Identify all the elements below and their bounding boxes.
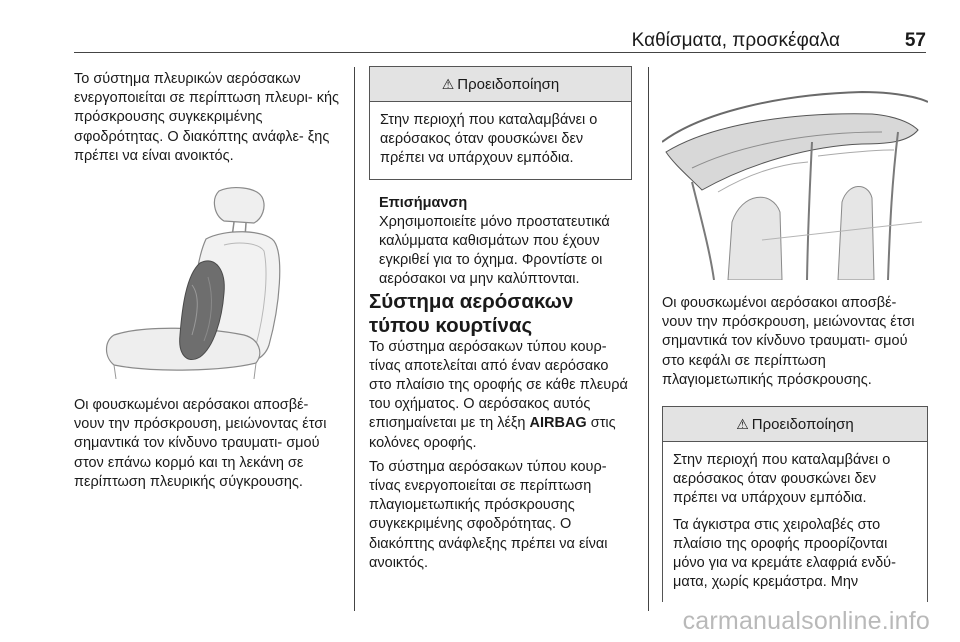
warning-triangle-icon: ⚠ <box>736 416 749 433</box>
note-block <box>369 194 632 290</box>
page-number: 57 <box>904 30 926 51</box>
header-divider <box>74 52 926 53</box>
page-header <box>74 0 926 50</box>
warning-header-2 <box>663 407 927 442</box>
warning-body-2 <box>663 442 927 602</box>
warning-box <box>369 66 632 180</box>
column-divider-1 <box>354 67 355 611</box>
curtain-airbag-intro <box>369 338 632 453</box>
warning-text: Στην περιοχή που καταλαμβάνει ο αερόσακος όταν φουσκώνει δεν πρέπει να υπάρχουν εμπόδια. <box>380 112 598 167</box>
warning-body <box>370 102 631 179</box>
warning-text-2a: Στην περιοχή που καταλαμβάνει ο αερόσακος όταν φουσκώνει δεν πρέπει να υπάρχουν εμπόδια. <box>673 452 891 507</box>
warning-text-2b: Τα άγκιστρα στις χειρολαβές στο πλαίσιο της οροφής προορίζονται μόνο για να κρεμάτε ελαφριά ενδύ- ματα, χωρίς κρεμάστρα. Μην <box>673 516 896 591</box>
column-divider-2 <box>648 67 649 611</box>
watermark: carmanualsonline.info <box>682 607 930 635</box>
airbag-label: AIRBAG <box>529 415 587 432</box>
warning-title: Προειδοποίηση <box>457 76 560 93</box>
page-title: Καθίσματα, προσκέφαλα <box>631 30 840 51</box>
curtain-airbag-effect: Οι φουσκωμένοι αερόσακοι αποσβέ- νουν την πρόσκρουση, μειώνοντας έτσι σημαντικά τον κίνδυνο τραυματι- σμού στο κεφάλι σε περίπτωση πλαγιομετωπικής πρόσκρουσης. <box>662 295 915 388</box>
column-left <box>74 70 339 492</box>
section-title: Σύστημα αερόσακων τύπου κουρτίνας <box>369 289 574 337</box>
warning-box-2 <box>662 406 928 602</box>
note-text: Χρησιμοποιείτε μόνο προστατευτικά καλύμματα καθισμάτων που έχουν εγκριθεί για το όχημα. Φροντίστε οι αερόσακοι να μην καλύπτονται. <box>379 213 610 288</box>
curtain-airbag-activation: Το σύστημα αερόσακων τύπου κουρ- τίνας ενεργοποιείται σε περίπτωση πλαγιομετωπικής πρόσκρουσης συγκεκριμένης σφοδρότητας. Ο διακόπτης ανάφλεξης πρέπει να είναι ανοικτός. <box>369 458 608 571</box>
side-airbag-effect: Οι φουσκωμένοι αερόσακοι αποσβέ- νουν την πρόσκρουση, μειώνοντας έτσι σημαντικά τον κίνδυνο τραυματι- σμού στον επάνω κορμό και τη λεκάνη σε περίπτωση πλευρικής σύγκρουσης. <box>74 397 327 490</box>
seat-side-airbag-illustration <box>74 185 339 379</box>
note-title: Επισήμανση <box>379 194 468 211</box>
column-middle <box>369 66 632 573</box>
curtain-text-pre: Το σύστημα αερόσακων τύπου κουρ- τίνας αποτελείται από έναν αερόσακο στο πλαίσιο της οροφής σε κάθε πλευρά του οχήματος. Ο αερόσακος αυτός επισημαίνεται με τη λέξη <box>369 338 628 432</box>
side-airbag-intro: Το σύστημα πλευρικών αερόσακων ενεργοποιείται σε περίπτωση πλευρι- κής πρόσκρουσης συγκεκριμένης σφοδρότητας. Ο διακόπτης ανάφλε- ξης πρέπει να είναι ανοικτός. <box>74 71 340 164</box>
curtain-text-post: στις κολόνες οροφής. <box>369 415 616 451</box>
warning-header <box>370 67 631 102</box>
warning-triangle-icon: ⚠ <box>441 76 455 92</box>
curtain-airbag-illustration <box>662 72 928 280</box>
column-right <box>662 72 928 602</box>
warning-title-2: Προειδοποίηση <box>751 416 854 434</box>
